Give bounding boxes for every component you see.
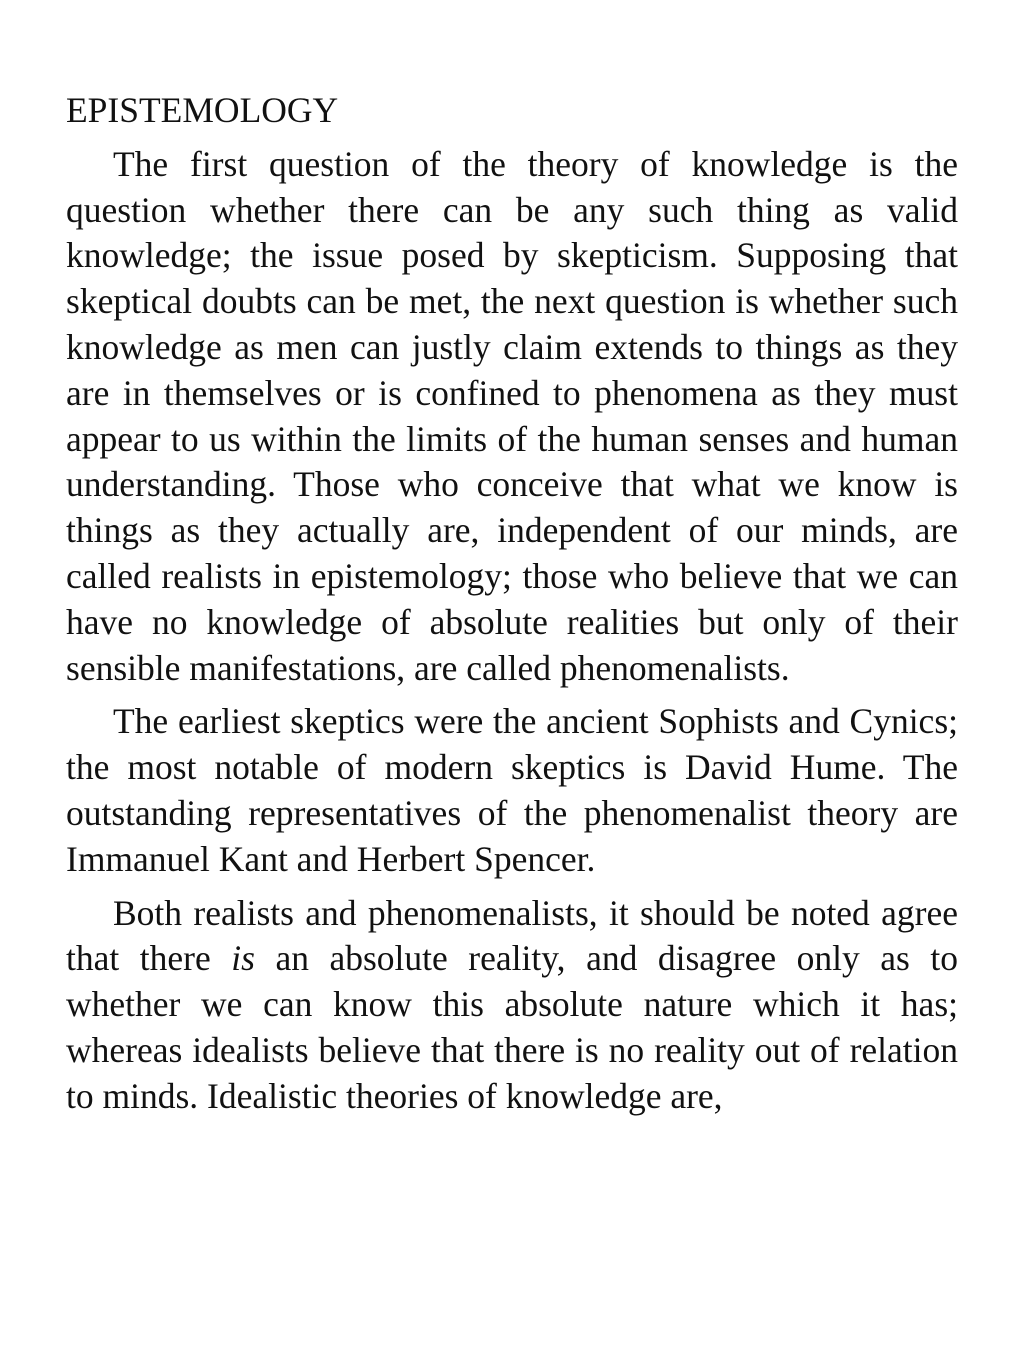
paragraph-3-text-end: an absolute reality, and disagree only as to whether we can know this absolute nature which it has; whereas idealists believe that there is no reality out of relation to minds. Idealistic theories of knowledge are, — [66, 938, 958, 1116]
paragraph-3-text-start: Both realists and phenomenalists, it should be noted agree that there — [66, 892, 958, 979]
paragraph-3 — [66, 891, 958, 1120]
document-page — [66, 88, 958, 1128]
emphasis-is: is — [231, 938, 255, 979]
page-title: EPISTEMOLOGY — [66, 90, 339, 130]
paragraph-1: The first question of the theory of knowledge is the question whether there can be any such thing as valid knowledge; the issue posed by skepticism. Supposing that skeptical doubts can be met, the next question is whether such knowledge as men can justly claim extends to things as they are in themselves or is confined to phenomena as they must appear to us within the limits of the human senses and human understanding. Those who conceive that what we know is things as they actually are, independent of our minds, are called realists in epistemology; those who believe that we can have no knowledge of absolute realities but only of their sensible manifestations, are called phenomenalists. — [66, 143, 958, 688]
paragraph-2: The earliest skeptics were the ancient Sophists and Cynics; the most notable of modern skeptics is David Hume. The outstanding representatives of the phenomenalist theory are Immanuel Kant and Herbert Spencer. — [66, 701, 958, 879]
